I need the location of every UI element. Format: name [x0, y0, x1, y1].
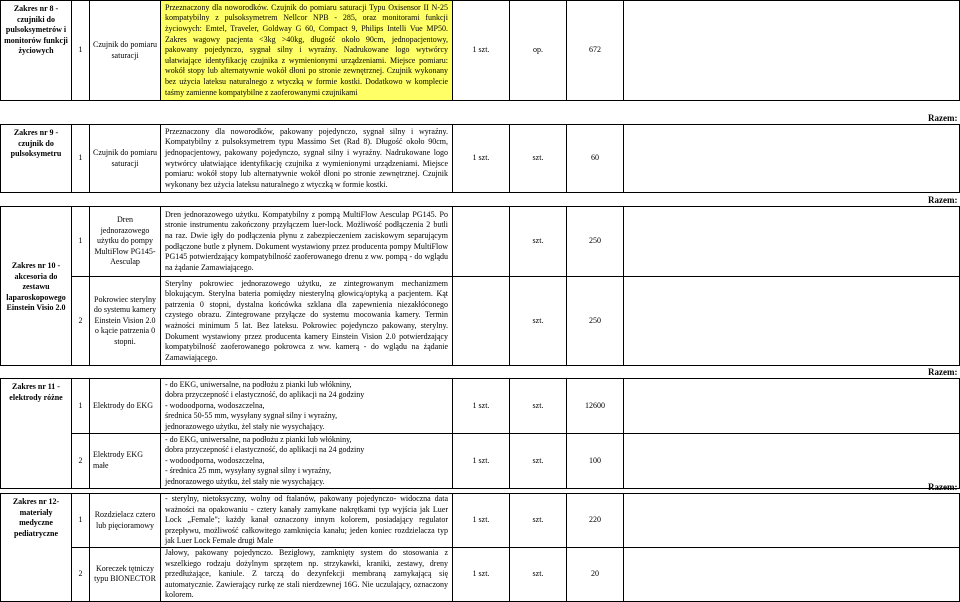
section-10-table — [0, 195, 960, 366]
item-quantity: 1 szt. — [453, 548, 510, 602]
row-number: 2 — [72, 277, 90, 366]
table-row — [1, 207, 960, 277]
item-quantity: 1 szt. — [453, 125, 510, 193]
description-line: - wodoodporna, wodoszczelna, — [165, 400, 265, 410]
table-row — [1, 277, 960, 366]
item-name: Czujnik do pomiaru saturacji — [90, 125, 161, 193]
section-11 — [0, 367, 960, 489]
item-unit: szt. — [510, 494, 567, 548]
item-quantity: 1 szt. — [453, 1, 510, 101]
item-name: Czujnik do pomiaru saturacji — [90, 1, 161, 101]
empty-cell — [624, 548, 960, 602]
section-10 — [0, 195, 960, 366]
razem-row — [1, 482, 960, 494]
table-row — [1, 379, 960, 434]
section-8 — [0, 0, 960, 101]
item-amount: 220 — [567, 494, 624, 548]
item-description — [161, 379, 453, 434]
row-number: 2 — [72, 434, 90, 489]
section-label: Zakres nr 8 - czujniki do pulsoksymetrów i monitorów funkcji życiowych — [1, 1, 72, 101]
empty-cell — [624, 379, 960, 434]
item-name: Rozdzielacz cztero lub pięcioramowy — [90, 494, 161, 548]
item-quantity — [453, 277, 510, 366]
table-row — [1, 494, 960, 548]
description-line: - wodoodporna, wodoszczelna, — [165, 455, 265, 465]
item-name: Elektrody EKG małe — [90, 434, 161, 489]
razem-label: Razem: — [928, 482, 958, 493]
section-label: Zakres nr 10 - akcesoria do zestawu laparoskopowego Einstein Visio 2.0 — [1, 207, 72, 366]
empty-cell — [624, 1, 960, 101]
item-description: Sterylny pokrowiec jednorazowego użytku, ze zintegrowanym mechanizmem blokującym. Sterylna bateria pomiędzy niesterylną głowicą/optyką a pacjentem. Kąt patrzenia 0 stopni, dystalna końcówka szklana dla zapewnienia niezakłóconego czystego obrazu. Zintegrowane przyłącze do systemu mocowania kamery. Termin ważności minimum 5 lat. Bez lateksu. Pokrowiec pojedynczo pakowany, sterylny. Dokument wystawiony przez producenta kamery Einstein Vision 2.0 potwierdzający kompatybilność zaoferowanego pokrowca z ww. kamerą - do wglądu na żądanie Zamawiającego. — [161, 277, 453, 366]
item-name: Pokrowiec sterylny do systemu kamery Einstein Vision 2.0 o kącie patrzenia 0 stopni. — [90, 277, 161, 366]
table-row — [1, 125, 960, 193]
razem-label: Razem: — [928, 367, 958, 378]
item-quantity: 1 szt. — [453, 379, 510, 434]
item-unit: szt. — [510, 434, 567, 489]
section-label: Zakres nr 9 - czujnik do pulsoksymetru — [1, 125, 72, 193]
row-number: 1 — [72, 207, 90, 277]
description-line: - do EKG, uniwersalne, na podłożu z pianki lub włókniny, — [165, 379, 352, 389]
item-description: Dren jednorazowego użytku. Kompatybilny z pompą MultiFlow Aesculap PG145. Po stronie instrumentu zakończony przyłączem luer-lock. Możliwość podłączenia 2 butli na raz. Dwie igły do podłączenia płynu z zabezpieczeniem zaciskowym separującym podłączone butle z płynem. Dokument wystawiony przez producenta pompy MultiFlow PG145 potwierdzający kompatybilność zaoferowanego drenu z ww. pompą - do wglądu na żądanie Zamawiającego. — [161, 207, 453, 277]
item-amount: 250 — [567, 277, 624, 366]
item-unit: szt. — [510, 277, 567, 366]
section-label: Zakres nr 11 - elektrody różne — [1, 379, 72, 489]
razem-row — [1, 113, 960, 125]
item-description: - sterylny, nietoksyczny, wolny od ftalanów, pakowany pojedynczo- widoczna data ważności na opakowaniu - cztery kanały zamykane nakrętkami typ wyjścia jak Luer Lock „Female"; każdy kanał oznaczony innym kolorem, posiadający regulator przepływu, możliwość całkowitego zamknięcia kanału; jeden koniec rozdzielacza typ jak Luer Lock Female drugi Male — [161, 494, 453, 548]
item-quantity: 1 szt. — [453, 494, 510, 548]
item-amount: 20 — [567, 548, 624, 602]
description-line: dobra przyczepność i elastyczność, do aplikacji na 24 godziny — [165, 390, 365, 400]
section-8-table — [0, 0, 960, 101]
empty-cell — [624, 125, 960, 193]
item-quantity — [453, 207, 510, 277]
item-unit: szt. — [510, 548, 567, 602]
item-name: Elektrody do EKG — [90, 379, 161, 434]
empty-cell — [624, 494, 960, 548]
section-label: Zakres nr 12- materiały medyczne pediatryczne — [1, 494, 72, 602]
row-number: 1 — [72, 1, 90, 101]
item-name: Koreczek tętniczy typu BIONECTOR — [90, 548, 161, 602]
empty-cell — [624, 277, 960, 366]
item-unit: szt. — [510, 125, 567, 193]
row-number: 1 — [72, 379, 90, 434]
item-unit: szt. — [510, 207, 567, 277]
section-9-table — [0, 113, 960, 193]
description-line: jednorazowego użytku, żel stały nie wysychający. — [165, 476, 325, 486]
section-12-table — [0, 482, 960, 602]
item-description: Przeznaczony dla noworodków, pakowany pojedynczo, sygnał silny i wyraźny. Kompatybilny z pulsoksymetrem typu Massimo Set (Rad 8). Długość około 90cm, jednopacjentowy, pakowany pojedynczo, sygnał silny i wyraźny. Nadrukowane logo wytwórcy ułatwiające identyfikację czujnika z wymienionymi urządzeniami. Miejsce pomiaru: wokół stopy lub alternatywnie wokół dłoni po stronie zewnętrznej. Czujnik wykonany bez użycia lateksu naturalnego z wtyczką w formie kostki. — [161, 125, 453, 193]
empty-cell — [624, 207, 960, 277]
empty-cell — [624, 434, 960, 489]
row-number: 1 — [72, 125, 90, 193]
table-row — [1, 1, 960, 101]
item-amount: 60 — [567, 125, 624, 193]
item-name: Dren jednorazowego użytku do pompy MultiFlow PG145- Aesculap — [90, 207, 161, 277]
description-line: średnica 50-55 mm, wysyłany sygnał silny i wyraźny, — [165, 411, 338, 421]
section-9 — [0, 113, 960, 193]
item-unit: szt. — [510, 379, 567, 434]
item-amount: 100 — [567, 434, 624, 489]
item-unit: op. — [510, 1, 567, 101]
description-line: jednorazowego użytku, żel stały nie wysychający. — [165, 421, 325, 431]
section-12 — [0, 482, 960, 602]
razem-row — [1, 195, 960, 207]
razem-label: Razem: — [928, 195, 958, 206]
razem-row — [1, 367, 960, 379]
item-amount: 12600 — [567, 379, 624, 434]
section-11-table — [0, 367, 960, 489]
item-amount: 672 — [567, 1, 624, 101]
row-number: 2 — [72, 548, 90, 602]
item-amount: 250 — [567, 207, 624, 277]
item-description: Przeznaczony dla noworodków. Czujnik do pomiaru saturacji Typu Oxisensor II N-25 kompatybilny z pulsoksymetrem Nellcor NPB - 285, oraz monitorami funkcji życiowych: Emtel, Traveler, Goldway G 60, Compact 9, Philips Intelli Vue MP50. Zakres wagowy pacjenta <3kg >40kg, długość około 90cm, jednopacjentowy, pakowany pojedynczo, sygnał silny i wyraźny. Nadrukowane logo wytwórcy ułatwiające identyfikację czujnika z wymienionymi urządzeniami. Miejsce pomiaru: wokół stopy lub alternatywnie wokół dłoni po stronie zewnętrznej. Czujnik wykonany bez użycia lateksu naturalnego z wtyczką w formie kostki. Dodatkowo w komplecie taśmy zamienne kompatybilne z zaoferowanymi czujnikami — [161, 1, 453, 101]
table-row — [1, 434, 960, 489]
item-description — [161, 434, 453, 489]
item-quantity: 1 szt. — [453, 434, 510, 489]
row-number: 1 — [72, 494, 90, 548]
table-row — [1, 548, 960, 602]
item-description: Jałowy, pakowany pojedynczo. Bezigłowy, zamknięty system do stosowania z wszelkiego rodzaju dożylnym sprzętem np. strzykawki, kraniki, zestawy, dreny przedłużające, kaniule. Z tarczą do dezynfekcji membraną zamykającą się automatycznie. Zawierający rurkę ze stali nierdzewnej 16G. Nie uczulający, oznaczony kolorem. — [161, 548, 453, 602]
razem-label: Razem: — [928, 113, 958, 124]
description-line: - do EKG, uniwersalne, na podłożu z pianki lub włókniny, — [165, 434, 352, 444]
description-line: - średnica 25 mm, wysyłany sygnał silny i wyraźny, — [165, 466, 332, 476]
description-line: dobra przyczepność i elastyczność, do aplikacji na 24 godziny — [165, 445, 365, 455]
